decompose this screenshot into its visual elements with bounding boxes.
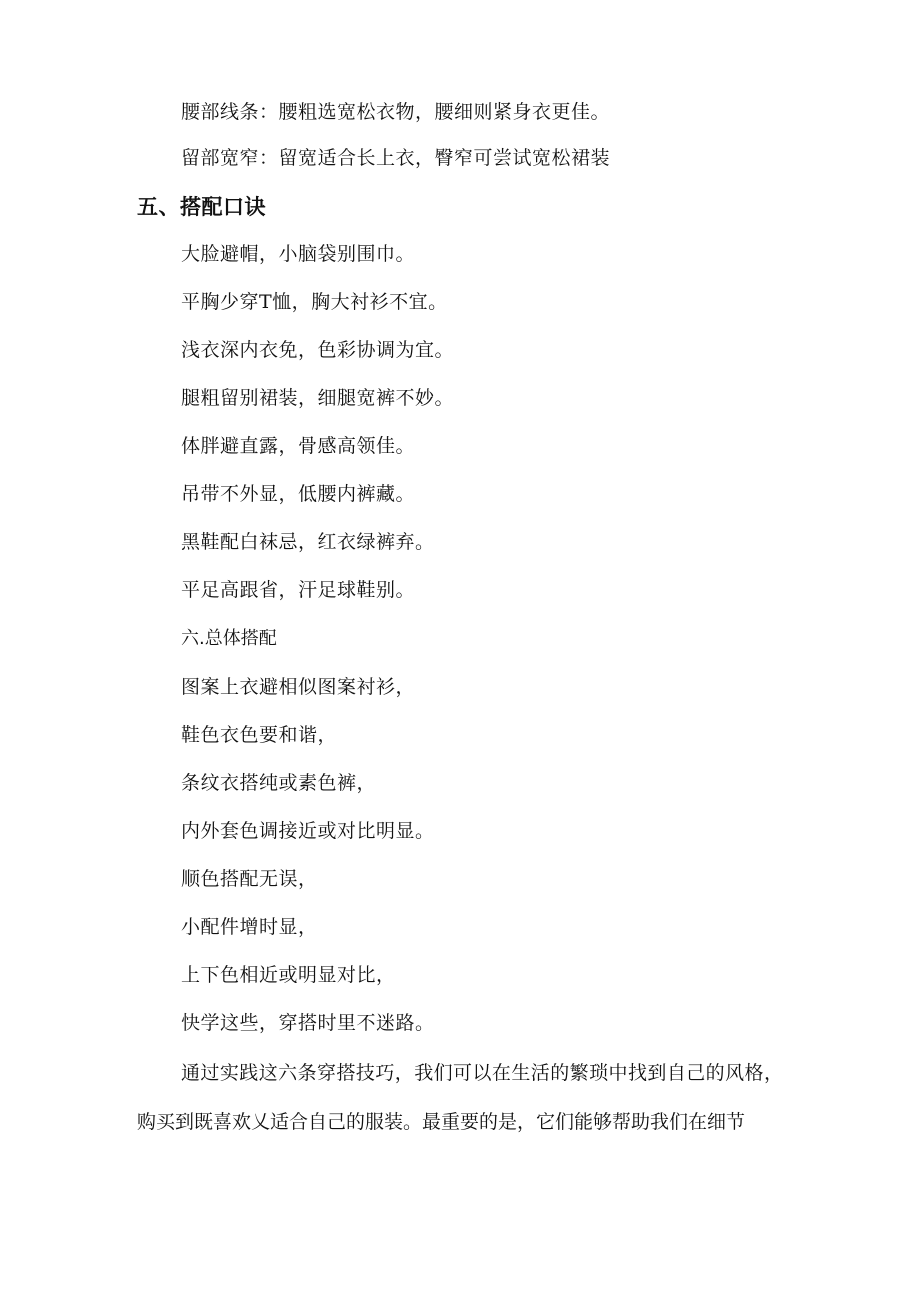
overall-line: 鞋色衣色要和谐， — [181, 724, 338, 746]
overall-line: 顺色搭配无误， — [181, 868, 318, 890]
waist-tip: 腰部线条：腰粗选宽松衣物，腰细则紧身衣更佳。 — [181, 101, 611, 123]
overall-line: 条纹衣搭纯或素色裤， — [181, 772, 377, 794]
overall-line: 图案上衣避相似图案衬衫， — [181, 676, 416, 698]
section-heading-overall-matching: 六.总体搭配 — [181, 628, 277, 649]
rhyme-line: 平胸少穿T恤，胸大衬衫不宜。 — [181, 291, 448, 313]
section-heading-matching-rhymes: 五、搭配口诀 — [137, 195, 266, 219]
overall-line: 内外套色调接近或对比明显。 — [181, 820, 435, 842]
overall-line: 小配件增时显， — [181, 916, 318, 938]
hip-tip: 留部宽窄：留宽适合长上衣，臀窄可尝试宽松裙装 — [181, 147, 611, 169]
rhyme-line: 体胖避直露，骨感高领佳。 — [181, 435, 416, 457]
rhyme-line: 腿粗留别裙装，细腿宽裤不妙。 — [181, 387, 455, 409]
overall-line: 快学这些，穿搭时里不迷路。 — [181, 1012, 435, 1034]
rhyme-line: 大脸避帽，小脑袋别围巾。 — [181, 243, 416, 265]
rhyme-line: 黑鞋配白袜忌，红衣绿裤弃。 — [181, 531, 435, 553]
rhyme-line: 吊带不外显，低腰内裤藏。 — [181, 483, 416, 505]
conclusion-paragraph-line-1: 通过实践这六条穿搭技巧，我们可以在生活的繁琐中找到自己的风格， — [181, 1062, 783, 1084]
rhyme-line: 浅衣深内衣免，色彩协调为宜。 — [181, 339, 455, 361]
rhyme-line: 平足高跟省，汗足球鞋别。 — [181, 579, 416, 601]
conclusion-paragraph-line-2: 购买到既喜欢乂适合自己的服装。最重要的是，它们能够帮助我们在细节 — [137, 1111, 746, 1133]
overall-line: 上下色相近或明显对比， — [181, 964, 396, 986]
